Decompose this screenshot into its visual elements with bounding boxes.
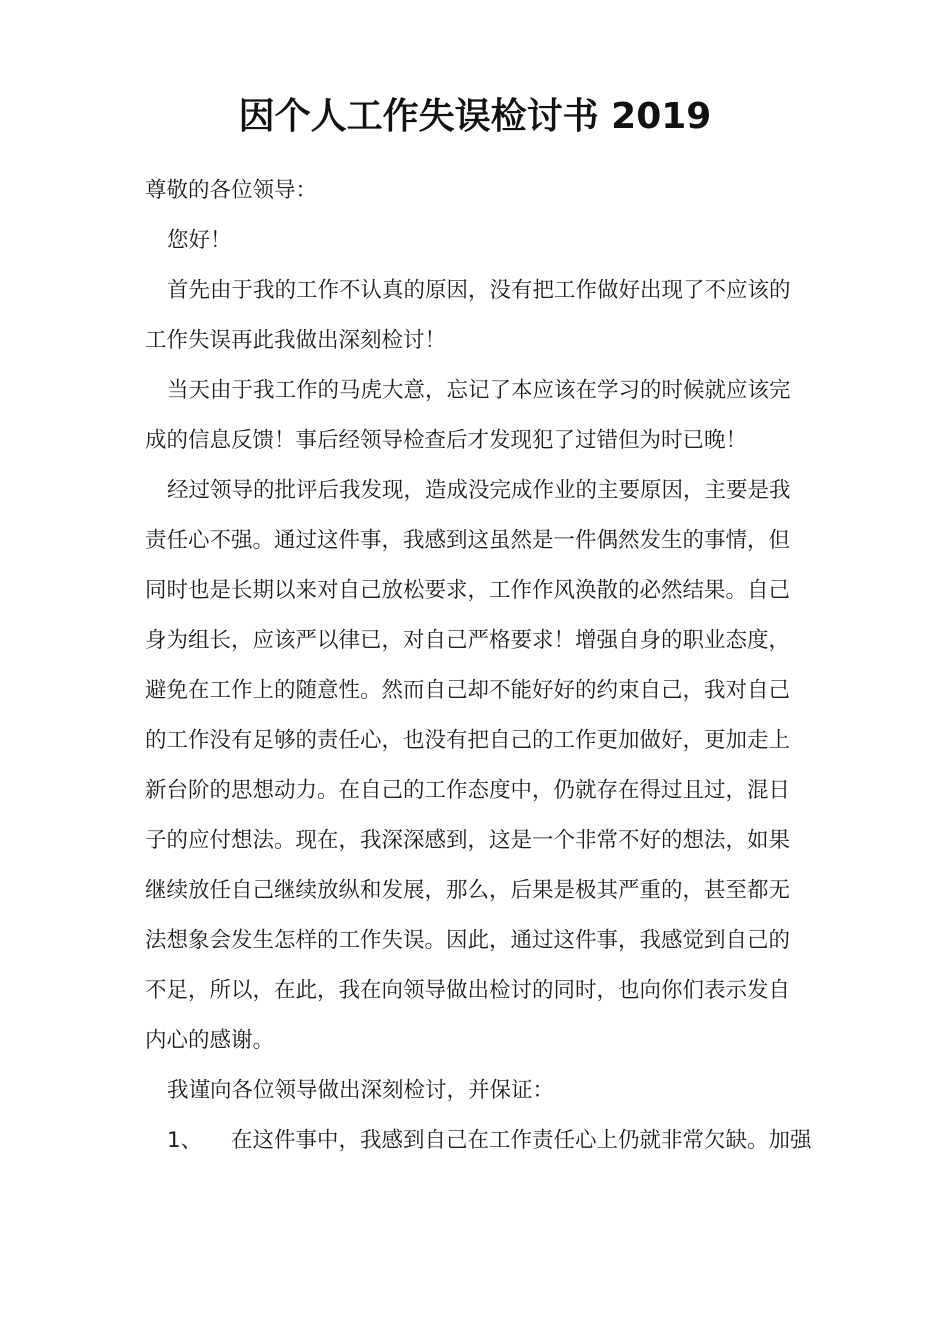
paragraph-line: 责任心不强。通过这件事，我感到这虽然是一件偶然发生的事情，但 <box>145 528 791 553</box>
paragraph-line: 继续放任自己继续放纵和发展，那么，后果是极其严重的，甚至都无 <box>145 878 791 903</box>
document-body <box>145 166 817 1166</box>
list-item-number: 1、 <box>167 1128 203 1153</box>
paragraph-line: 当天由于我工作的马虎大意，忘记了本应该在学习的时候就应该完 <box>167 378 791 403</box>
salutation-line: 尊敬的各位领导： <box>145 178 318 203</box>
list-item-text: 在这件事中，我感到自己在工作责任心上仍就非常欠缺。加强 <box>231 1128 812 1153</box>
document-title: 因个人工作失误检讨书 2019 <box>238 96 712 137</box>
paragraph-line: 法想象会发生怎样的工作失误。因此，通过这件事，我感觉到自己的 <box>145 928 791 953</box>
paragraph-line: 新台阶的思想动力。在自己的工作态度中，仍就存在得过且过，混日 <box>145 778 791 803</box>
list-item <box>145 1116 817 1166</box>
paragraph-line: 避免在工作上的随意性。然而自己却不能好好的约束自己，我对自己 <box>145 678 791 703</box>
paragraph-line: 经过领导的批评后我发现，造成没完成作业的主要原因，主要是我 <box>167 478 791 503</box>
paragraph-line: 首先由于我的工作不认真的原因，没有把工作做好出现了不应该的 <box>167 278 791 303</box>
paragraph-line: 身为组长，应该严以律已，对自己严格要求！增强自身的职业态度， <box>145 628 791 653</box>
paragraph-line: 同时也是长期以来对自己放松要求，工作作风涣散的必然结果。自己 <box>145 578 791 603</box>
paragraph-line: 的工作没有足够的责任心，也没有把自己的工作更加做好，更加走上 <box>145 728 791 753</box>
paragraph-line: 成的信息反馈！事后经领导检查后才发现犯了过错但为时已晚！ <box>145 428 748 453</box>
greeting-line: 您好！ <box>167 228 232 253</box>
paragraph-line: 内心的感谢。 <box>145 1028 275 1053</box>
paragraph-line: 子的应付想法。现在，我深深感到，这是一个非常不好的想法，如果 <box>145 828 791 853</box>
paragraph-line: 不足，所以，在此，我在向领导做出检讨的同时，也向你们表示发自 <box>145 978 791 1003</box>
paragraph-line: 工作失误再此我做出深刻检讨！ <box>145 328 447 353</box>
paragraph-line: 我谨向各位领导做出深刻检讨，并保证： <box>167 1078 555 1103</box>
